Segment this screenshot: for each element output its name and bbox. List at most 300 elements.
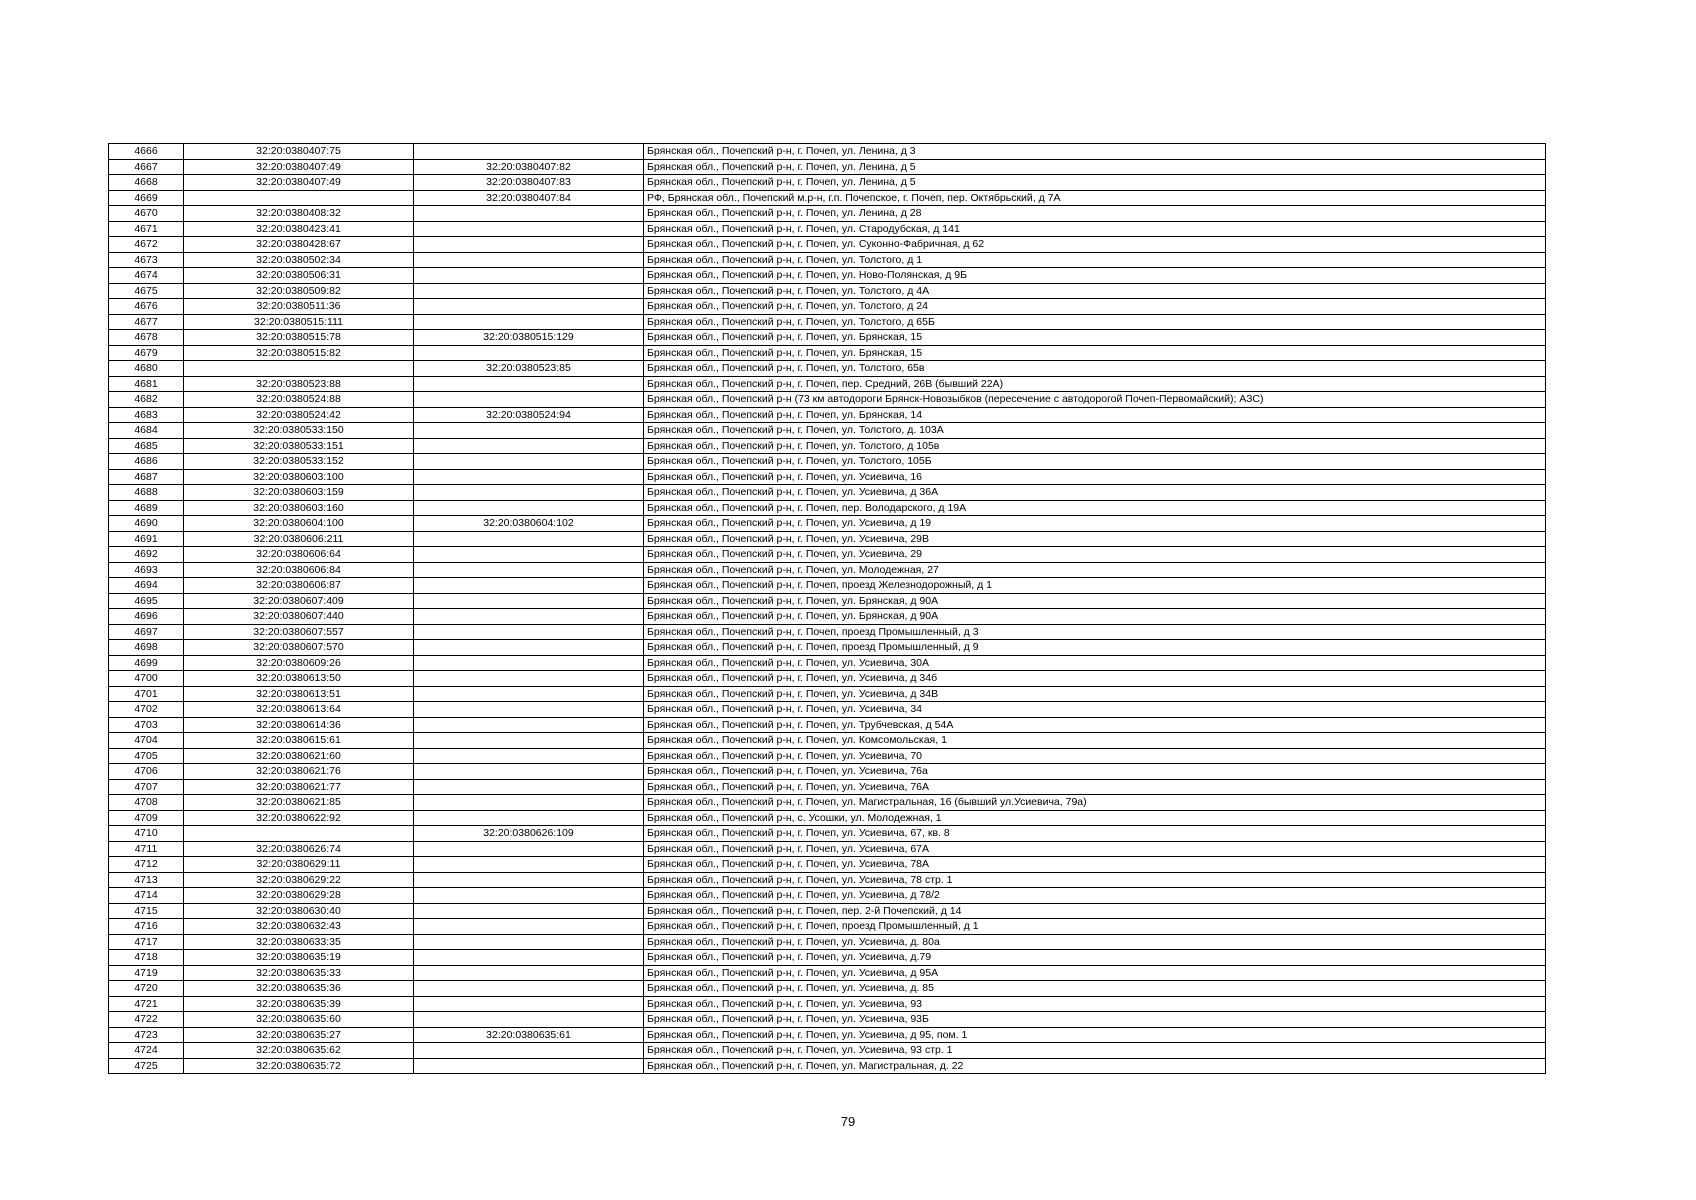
address-cell: Брянская обл., Почепский р-н, г. Почеп, ул. Магистральная, 16 (бывший ул.Усиевича, 79а) xyxy=(644,795,1546,811)
linked-cadastral-number-cell: 32:20:0380524:94 xyxy=(414,407,644,423)
table-row xyxy=(109,640,1546,656)
address-cell: Брянская обл., Почепский р-н, г. Почеп, ул. Ленина, д 5 xyxy=(644,175,1546,191)
address-cell: Брянская обл., Почепский р-н, г. Почеп, ул. Усиевича, д. 85 xyxy=(644,981,1546,997)
table-row xyxy=(109,764,1546,780)
row-number-cell: 4696 xyxy=(109,609,184,625)
linked-cadastral-number-cell xyxy=(414,717,644,733)
linked-cadastral-number-cell xyxy=(414,454,644,470)
linked-cadastral-number-cell: 32:20:0380626:109 xyxy=(414,826,644,842)
cadastral-number-cell xyxy=(184,190,414,206)
row-number-cell: 4682 xyxy=(109,392,184,408)
address-cell: Брянская обл., Почепский р-н, г. Почеп, ул. Стародубская, д 141 xyxy=(644,221,1546,237)
linked-cadastral-number-cell xyxy=(414,314,644,330)
linked-cadastral-number-cell: 32:20:0380604:102 xyxy=(414,516,644,532)
cadastral-number-cell: 32:20:0380613:51 xyxy=(184,686,414,702)
linked-cadastral-number-cell xyxy=(414,903,644,919)
cadastral-number-cell: 32:20:0380629:28 xyxy=(184,888,414,904)
table-row xyxy=(109,826,1546,842)
table-row xyxy=(109,717,1546,733)
linked-cadastral-number-cell xyxy=(414,733,644,749)
address-cell: Брянская обл., Почепский р-н, г. Почеп, ул. Усиевича, 76а xyxy=(644,764,1546,780)
linked-cadastral-number-cell xyxy=(414,268,644,284)
linked-cadastral-number-cell xyxy=(414,934,644,950)
table-row xyxy=(109,624,1546,640)
linked-cadastral-number-cell xyxy=(414,547,644,563)
table-row xyxy=(109,283,1546,299)
linked-cadastral-number-cell xyxy=(414,872,644,888)
cadastral-number-cell: 32:20:0380621:76 xyxy=(184,764,414,780)
cadastral-number-cell: 32:20:0380614:36 xyxy=(184,717,414,733)
address-cell: Брянская обл., Почепский р-н, г. Почеп, пер. 2-й Почепский, д 14 xyxy=(644,903,1546,919)
table-row xyxy=(109,516,1546,532)
cadastral-number-cell: 32:20:0380407:49 xyxy=(184,159,414,175)
cadastral-number-cell: 32:20:0380515:78 xyxy=(184,330,414,346)
table-row xyxy=(109,702,1546,718)
row-number-cell: 4706 xyxy=(109,764,184,780)
table-row xyxy=(109,1058,1546,1074)
table-row xyxy=(109,919,1546,935)
linked-cadastral-number-cell xyxy=(414,810,644,826)
linked-cadastral-number-cell xyxy=(414,764,644,780)
table-row xyxy=(109,531,1546,547)
address-cell: Брянская обл., Почепский р-н, г. Почеп, ул. Усиевича, 34 xyxy=(644,702,1546,718)
row-number-cell: 4722 xyxy=(109,1012,184,1028)
table-row xyxy=(109,779,1546,795)
cadastral-number-cell: 32:20:0380626:74 xyxy=(184,841,414,857)
address-cell: Брянская обл., Почепский р-н, г. Почеп, проезд Промышленный, д 1 xyxy=(644,919,1546,935)
cadastral-number-cell: 32:20:0380603:159 xyxy=(184,485,414,501)
row-number-cell: 4716 xyxy=(109,919,184,935)
row-number-cell: 4715 xyxy=(109,903,184,919)
address-cell: Брянская обл., Почепский р-н, г. Почеп, пер. Володарского, д 19А xyxy=(644,500,1546,516)
cadastral-number-cell: 32:20:0380613:50 xyxy=(184,671,414,687)
cadastral-number-cell: 32:20:0380407:49 xyxy=(184,175,414,191)
table-row xyxy=(109,655,1546,671)
page-number: 79 xyxy=(840,1114,856,1129)
linked-cadastral-number-cell xyxy=(414,841,644,857)
cadastral-number-cell: 32:20:0380523:88 xyxy=(184,376,414,392)
row-number-cell: 4723 xyxy=(109,1027,184,1043)
cadastral-number-cell: 32:20:0380423:41 xyxy=(184,221,414,237)
row-number-cell: 4688 xyxy=(109,485,184,501)
address-cell: Брянская обл., Почепский р-н, г. Почеп, ул. Усиевича, 93Б xyxy=(644,1012,1546,1028)
address-cell: Брянская обл., Почепский р-н, г. Почеп, ул. Толстого, д 105в xyxy=(644,438,1546,454)
address-cell: Брянская обл., Почепский р-н, г. Почеп, ул. Трубчевская, д 54А xyxy=(644,717,1546,733)
row-number-cell: 4685 xyxy=(109,438,184,454)
address-cell: Брянская обл., Почепский р-н, г. Почеп, ул. Толстого, 65в xyxy=(644,361,1546,377)
address-cell: Брянская обл., Почепский р-н, г. Почеп, ул. Усиевича, 93 стр. 1 xyxy=(644,1043,1546,1059)
row-number-cell: 4698 xyxy=(109,640,184,656)
linked-cadastral-number-cell xyxy=(414,857,644,873)
row-number-cell: 4712 xyxy=(109,857,184,873)
address-cell: Брянская обл., Почепский р-н, г. Почеп, ул. Усиевича, 67, кв. 8 xyxy=(644,826,1546,842)
row-number-cell: 4719 xyxy=(109,965,184,981)
cadastral-number-cell: 32:20:0380524:42 xyxy=(184,407,414,423)
row-number-cell: 4700 xyxy=(109,671,184,687)
address-cell: Брянская обл., Почепский р-н, г. Почеп, ул. Брянская, 14 xyxy=(644,407,1546,423)
row-number-cell: 4708 xyxy=(109,795,184,811)
linked-cadastral-number-cell xyxy=(414,919,644,935)
cadastral-number-cell: 32:20:0380630:40 xyxy=(184,903,414,919)
cadastral-number-cell: 32:20:0380607:409 xyxy=(184,593,414,609)
table-row xyxy=(109,934,1546,950)
cadastral-number-cell xyxy=(184,361,414,377)
cadastral-number-cell: 32:20:0380408:32 xyxy=(184,206,414,222)
address-cell: Брянская обл., Почепский р-н, г. Почеп, ул. Ленина, д 28 xyxy=(644,206,1546,222)
row-number-cell: 4697 xyxy=(109,624,184,640)
row-number-cell: 4713 xyxy=(109,872,184,888)
linked-cadastral-number-cell xyxy=(414,795,644,811)
address-cell: Брянская обл., Почепский р-н, г. Почеп, пер. Средний, 26В (бывший 22А) xyxy=(644,376,1546,392)
cadastral-number-cell: 32:20:0380606:211 xyxy=(184,531,414,547)
cadastral-number-cell: 32:20:0380635:62 xyxy=(184,1043,414,1059)
row-number-cell: 4681 xyxy=(109,376,184,392)
table-row xyxy=(109,671,1546,687)
row-number-cell: 4718 xyxy=(109,950,184,966)
linked-cadastral-number-cell: 32:20:0380635:61 xyxy=(414,1027,644,1043)
address-cell: Брянская обл., Почепский р-н, г. Почеп, проезд Промышленный, д 3 xyxy=(644,624,1546,640)
table-row xyxy=(109,423,1546,439)
row-number-cell: 4711 xyxy=(109,841,184,857)
table-row xyxy=(109,469,1546,485)
cadastral-number-cell: 32:20:0380621:60 xyxy=(184,748,414,764)
row-number-cell: 4724 xyxy=(109,1043,184,1059)
address-cell: РФ, Брянская обл., Почепский м.р-н, г.п. Почепское, г. Почеп, пер. Октябрьский, д 7А xyxy=(644,190,1546,206)
table-row xyxy=(109,407,1546,423)
registry-table-body xyxy=(109,144,1546,1074)
address-cell: Брянская обл., Почепский р-н, г. Почеп, ул. Усиевича, д 95А xyxy=(644,965,1546,981)
row-number-cell: 4721 xyxy=(109,996,184,1012)
cadastral-number-cell: 32:20:0380603:100 xyxy=(184,469,414,485)
table-row xyxy=(109,795,1546,811)
linked-cadastral-number-cell xyxy=(414,593,644,609)
address-cell: Брянская обл., Почепский р-н, г. Почеп, ул. Усиевича, 78А xyxy=(644,857,1546,873)
address-cell: Брянская обл., Почепский р-н, г. Почеп, ул. Усиевича, 93 xyxy=(644,996,1546,1012)
row-number-cell: 4692 xyxy=(109,547,184,563)
linked-cadastral-number-cell xyxy=(414,423,644,439)
table-row xyxy=(109,547,1546,563)
linked-cadastral-number-cell xyxy=(414,144,644,160)
address-cell: Брянская обл., Почепский р-н, г. Почеп, проезд Железнодорожный, д 1 xyxy=(644,578,1546,594)
linked-cadastral-number-cell xyxy=(414,1012,644,1028)
address-cell: Брянская обл., Почепский р-н, г. Почеп, ул. Усиевича, д 36А xyxy=(644,485,1546,501)
linked-cadastral-number-cell: 32:20:0380515:129 xyxy=(414,330,644,346)
cadastral-number-cell: 32:20:0380606:84 xyxy=(184,562,414,578)
row-number-cell: 4683 xyxy=(109,407,184,423)
linked-cadastral-number-cell: 32:20:0380407:82 xyxy=(414,159,644,175)
address-cell: Брянская обл., Почепский р-н, г. Почеп, ул. Ленина, д 5 xyxy=(644,159,1546,175)
table-row xyxy=(109,841,1546,857)
linked-cadastral-number-cell xyxy=(414,965,644,981)
address-cell: Брянская обл., Почепский р-н, г. Почеп, ул. Усиевича, д 34б xyxy=(644,671,1546,687)
row-number-cell: 4694 xyxy=(109,578,184,594)
cadastral-number-cell: 32:20:0380603:160 xyxy=(184,500,414,516)
table-row xyxy=(109,733,1546,749)
row-number-cell: 4669 xyxy=(109,190,184,206)
address-cell: Брянская обл., Почепский р-н, г. Почеп, ул. Толстого, д 4А xyxy=(644,283,1546,299)
row-number-cell: 4671 xyxy=(109,221,184,237)
address-cell: Брянская обл., Почепский р-н, г. Почеп, ул. Усиевича, 67А xyxy=(644,841,1546,857)
cadastral-number-cell: 32:20:0380524:88 xyxy=(184,392,414,408)
linked-cadastral-number-cell xyxy=(414,624,644,640)
cadastral-number-cell: 32:20:0380607:570 xyxy=(184,640,414,656)
table-row xyxy=(109,1027,1546,1043)
cadastral-number-cell: 32:20:0380635:39 xyxy=(184,996,414,1012)
table-row xyxy=(109,1043,1546,1059)
cadastral-number-cell: 32:20:0380428:67 xyxy=(184,237,414,253)
table-row xyxy=(109,903,1546,919)
address-cell: Брянская обл., Почепский р-н, г. Почеп, ул. Толстого, д. 103А xyxy=(644,423,1546,439)
table-row xyxy=(109,330,1546,346)
cadastral-number-cell: 32:20:0380502:34 xyxy=(184,252,414,268)
linked-cadastral-number-cell: 32:20:0380407:83 xyxy=(414,175,644,191)
row-number-cell: 4666 xyxy=(109,144,184,160)
table-row xyxy=(109,376,1546,392)
row-number-cell: 4709 xyxy=(109,810,184,826)
address-cell: Брянская обл., Почепский р-н, г. Почеп, ул. Брянская, д 90А xyxy=(644,609,1546,625)
table-row xyxy=(109,810,1546,826)
linked-cadastral-number-cell xyxy=(414,702,644,718)
table-row xyxy=(109,950,1546,966)
table-row xyxy=(109,981,1546,997)
row-number-cell: 4703 xyxy=(109,717,184,733)
row-number-cell: 4680 xyxy=(109,361,184,377)
linked-cadastral-number-cell xyxy=(414,1043,644,1059)
cadastral-number-cell: 32:20:0380511:36 xyxy=(184,299,414,315)
table-row xyxy=(109,686,1546,702)
table-row xyxy=(109,345,1546,361)
cadastral-number-cell: 32:20:0380533:152 xyxy=(184,454,414,470)
table-row xyxy=(109,438,1546,454)
row-number-cell: 4667 xyxy=(109,159,184,175)
address-cell: Брянская обл., Почепский р-н, г. Почеп, ул. Брянская, д 90А xyxy=(644,593,1546,609)
row-number-cell: 4673 xyxy=(109,252,184,268)
table-row xyxy=(109,159,1546,175)
linked-cadastral-number-cell xyxy=(414,469,644,485)
row-number-cell: 4668 xyxy=(109,175,184,191)
cadastral-number-cell: 32:20:0380635:27 xyxy=(184,1027,414,1043)
table-row xyxy=(109,996,1546,1012)
table-row xyxy=(109,314,1546,330)
address-cell: Брянская обл., Почепский р-н, г. Почеп, ул. Усиевича, 76А xyxy=(644,779,1546,795)
address-cell: Брянская обл., Почепский р-н, г. Почеп, ул. Усиевича, д 95, пом. 1 xyxy=(644,1027,1546,1043)
table-row xyxy=(109,888,1546,904)
address-cell: Брянская обл., Почепский р-н, г. Почеп, ул. Магистральная, д. 22 xyxy=(644,1058,1546,1074)
address-cell: Брянская обл., Почепский р-н, г. Почеп, ул. Брянская, 15 xyxy=(644,345,1546,361)
linked-cadastral-number-cell xyxy=(414,221,644,237)
row-number-cell: 4672 xyxy=(109,237,184,253)
table-row xyxy=(109,392,1546,408)
table-row xyxy=(109,237,1546,253)
row-number-cell: 4701 xyxy=(109,686,184,702)
cadastral-number-cell xyxy=(184,826,414,842)
linked-cadastral-number-cell xyxy=(414,686,644,702)
table-row xyxy=(109,190,1546,206)
linked-cadastral-number-cell xyxy=(414,779,644,795)
cadastral-number-cell: 32:20:0380509:82 xyxy=(184,283,414,299)
cadastral-number-cell: 32:20:0380615:61 xyxy=(184,733,414,749)
row-number-cell: 4670 xyxy=(109,206,184,222)
cadastral-number-cell: 32:20:0380515:111 xyxy=(184,314,414,330)
table-row xyxy=(109,144,1546,160)
table-row xyxy=(109,857,1546,873)
address-cell: Брянская обл., Почепский р-н, г. Почеп, проезд Промышленный, д 9 xyxy=(644,640,1546,656)
row-number-cell: 4677 xyxy=(109,314,184,330)
table-row xyxy=(109,454,1546,470)
table-row xyxy=(109,485,1546,501)
cadastral-number-cell: 32:20:0380633:35 xyxy=(184,934,414,950)
cadastral-number-cell: 32:20:0380609:26 xyxy=(184,655,414,671)
linked-cadastral-number-cell: 32:20:0380407:84 xyxy=(414,190,644,206)
table-row xyxy=(109,175,1546,191)
table-row xyxy=(109,361,1546,377)
cadastral-number-cell: 32:20:0380629:11 xyxy=(184,857,414,873)
linked-cadastral-number-cell xyxy=(414,283,644,299)
table-row xyxy=(109,562,1546,578)
linked-cadastral-number-cell xyxy=(414,655,644,671)
address-cell: Брянская обл., Почепский р-н, г. Почеп, ул. Усиевича, 16 xyxy=(644,469,1546,485)
cadastral-number-cell: 32:20:0380506:31 xyxy=(184,268,414,284)
cadastral-number-cell: 32:20:0380632:43 xyxy=(184,919,414,935)
row-number-cell: 4720 xyxy=(109,981,184,997)
cadastral-number-cell: 32:20:0380635:33 xyxy=(184,965,414,981)
row-number-cell: 4710 xyxy=(109,826,184,842)
cadastral-number-cell: 32:20:0380407:75 xyxy=(184,144,414,160)
linked-cadastral-number-cell xyxy=(414,531,644,547)
table-row xyxy=(109,872,1546,888)
row-number-cell: 4704 xyxy=(109,733,184,749)
row-number-cell: 4699 xyxy=(109,655,184,671)
cadastral-number-cell: 32:20:0380635:72 xyxy=(184,1058,414,1074)
row-number-cell: 4674 xyxy=(109,268,184,284)
address-cell: Брянская обл., Почепский р-н, г. Почеп, ул. Ново-Полянская, д 9Б xyxy=(644,268,1546,284)
cadastral-number-cell: 32:20:0380607:557 xyxy=(184,624,414,640)
address-cell: Брянская обл., Почепский р-н, г. Почеп, ул. Усиевича, 70 xyxy=(644,748,1546,764)
cadastral-number-cell: 32:20:0380622:92 xyxy=(184,810,414,826)
row-number-cell: 4675 xyxy=(109,283,184,299)
cadastral-number-cell: 32:20:0380613:64 xyxy=(184,702,414,718)
address-cell: Брянская обл., Почепский р-н, г. Почеп, ул. Толстого, 105Б xyxy=(644,454,1546,470)
linked-cadastral-number-cell xyxy=(414,950,644,966)
linked-cadastral-number-cell xyxy=(414,1058,644,1074)
row-number-cell: 4690 xyxy=(109,516,184,532)
row-number-cell: 4705 xyxy=(109,748,184,764)
linked-cadastral-number-cell xyxy=(414,640,644,656)
address-cell: Брянская обл., Почепский р-н, г. Почеп, ул. Усиевича, д. 80а xyxy=(644,934,1546,950)
cadastral-number-cell: 32:20:0380533:150 xyxy=(184,423,414,439)
cadastral-number-cell: 32:20:0380635:19 xyxy=(184,950,414,966)
row-number-cell: 4717 xyxy=(109,934,184,950)
address-cell: Брянская обл., Почепский р-н, г. Почеп, ул. Усиевича, д 19 xyxy=(644,516,1546,532)
table-row xyxy=(109,965,1546,981)
address-cell: Брянская обл., Почепский р-н, г. Почеп, ул. Толстого, д 65Б xyxy=(644,314,1546,330)
address-cell: Брянская обл., Почепский р-н, г. Почеп, ул. Брянская, 15 xyxy=(644,330,1546,346)
cadastral-number-cell: 32:20:0380621:77 xyxy=(184,779,414,795)
address-cell: Брянская обл., Почепский р-н, г. Почеп, ул. Усиевича, д 78/2 xyxy=(644,888,1546,904)
table-row xyxy=(109,221,1546,237)
linked-cadastral-number-cell xyxy=(414,376,644,392)
table-row xyxy=(109,1012,1546,1028)
cadastral-number-cell: 32:20:0380606:64 xyxy=(184,547,414,563)
row-number-cell: 4693 xyxy=(109,562,184,578)
linked-cadastral-number-cell xyxy=(414,392,644,408)
cadastral-number-cell: 32:20:0380606:87 xyxy=(184,578,414,594)
address-cell: Брянская обл., Почепский р-н, г. Почеп, ул. Ленина, д 3 xyxy=(644,144,1546,160)
cadastral-number-cell: 32:20:0380635:60 xyxy=(184,1012,414,1028)
linked-cadastral-number-cell xyxy=(414,888,644,904)
address-cell: Брянская обл., Почепский р-н, г. Почеп, ул. Усиевича, 29В xyxy=(644,531,1546,547)
cadastral-number-cell: 32:20:0380629:22 xyxy=(184,872,414,888)
cadastral-number-cell: 32:20:0380604:100 xyxy=(184,516,414,532)
linked-cadastral-number-cell xyxy=(414,981,644,997)
cadastral-number-cell: 32:20:0380621:85 xyxy=(184,795,414,811)
address-cell: Брянская обл., Почепский р-н, г. Почеп, ул. Усиевича, 78 стр. 1 xyxy=(644,872,1546,888)
address-cell: Брянская обл., Почепский р-н, г. Почеп, ул. Молодежная, 27 xyxy=(644,562,1546,578)
table-row xyxy=(109,206,1546,222)
linked-cadastral-number-cell xyxy=(414,562,644,578)
linked-cadastral-number-cell xyxy=(414,206,644,222)
table-row xyxy=(109,268,1546,284)
address-cell: Брянская обл., Почепский р-н (73 км автодороги Брянск-Новозыбков (пересечение с автодорогой Почеп-Первомайский); АЗС) xyxy=(644,392,1546,408)
cadastral-number-cell: 32:20:0380515:82 xyxy=(184,345,414,361)
linked-cadastral-number-cell xyxy=(414,748,644,764)
address-cell: Брянская обл., Почепский р-н, г. Почеп, ул. Толстого, д 24 xyxy=(644,299,1546,315)
row-number-cell: 4684 xyxy=(109,423,184,439)
row-number-cell: 4679 xyxy=(109,345,184,361)
row-number-cell: 4687 xyxy=(109,469,184,485)
property-registry-table xyxy=(108,143,1546,1074)
cadastral-number-cell: 32:20:0380607:440 xyxy=(184,609,414,625)
linked-cadastral-number-cell xyxy=(414,500,644,516)
table-row xyxy=(109,609,1546,625)
address-cell: Брянская обл., Почепский р-н, г. Почеп, ул. Усиевича, 29 xyxy=(644,547,1546,563)
address-cell: Брянская обл., Почепский р-н, г. Почеп, ул. Усиевича, д.79 xyxy=(644,950,1546,966)
linked-cadastral-number-cell xyxy=(414,485,644,501)
table-row xyxy=(109,593,1546,609)
linked-cadastral-number-cell xyxy=(414,996,644,1012)
linked-cadastral-number-cell xyxy=(414,345,644,361)
linked-cadastral-number-cell xyxy=(414,578,644,594)
table-row xyxy=(109,500,1546,516)
table-row xyxy=(109,578,1546,594)
row-number-cell: 4691 xyxy=(109,531,184,547)
linked-cadastral-number-cell xyxy=(414,237,644,253)
address-cell: Брянская обл., Почепский р-н, г. Почеп, ул. Суконно-Фабричная, д 62 xyxy=(644,237,1546,253)
row-number-cell: 4686 xyxy=(109,454,184,470)
linked-cadastral-number-cell xyxy=(414,252,644,268)
table-row xyxy=(109,252,1546,268)
row-number-cell: 4695 xyxy=(109,593,184,609)
address-cell: Брянская обл., Почепский р-н, г. Почеп, ул. Усиевича, 30А xyxy=(644,655,1546,671)
linked-cadastral-number-cell xyxy=(414,438,644,454)
linked-cadastral-number-cell xyxy=(414,299,644,315)
linked-cadastral-number-cell: 32:20:0380523:85 xyxy=(414,361,644,377)
row-number-cell: 4676 xyxy=(109,299,184,315)
address-cell: Брянская обл., Почепский р-н, г. Почеп, ул. Усиевича, д 34В xyxy=(644,686,1546,702)
linked-cadastral-number-cell xyxy=(414,671,644,687)
table-row xyxy=(109,299,1546,315)
address-cell: Брянская обл., Почепский р-н, г. Почеп, ул. Толстого, д 1 xyxy=(644,252,1546,268)
row-number-cell: 4678 xyxy=(109,330,184,346)
row-number-cell: 4702 xyxy=(109,702,184,718)
cadastral-number-cell: 32:20:0380635:36 xyxy=(184,981,414,997)
table-row xyxy=(109,748,1546,764)
cadastral-number-cell: 32:20:0380533:151 xyxy=(184,438,414,454)
address-cell: Брянская обл., Почепский р-н, г. Почеп, ул. Комсомольская, 1 xyxy=(644,733,1546,749)
row-number-cell: 4714 xyxy=(109,888,184,904)
row-number-cell: 4707 xyxy=(109,779,184,795)
address-cell: Брянская обл., Почепский р-н, с. Усошки, ул. Молодежная, 1 xyxy=(644,810,1546,826)
